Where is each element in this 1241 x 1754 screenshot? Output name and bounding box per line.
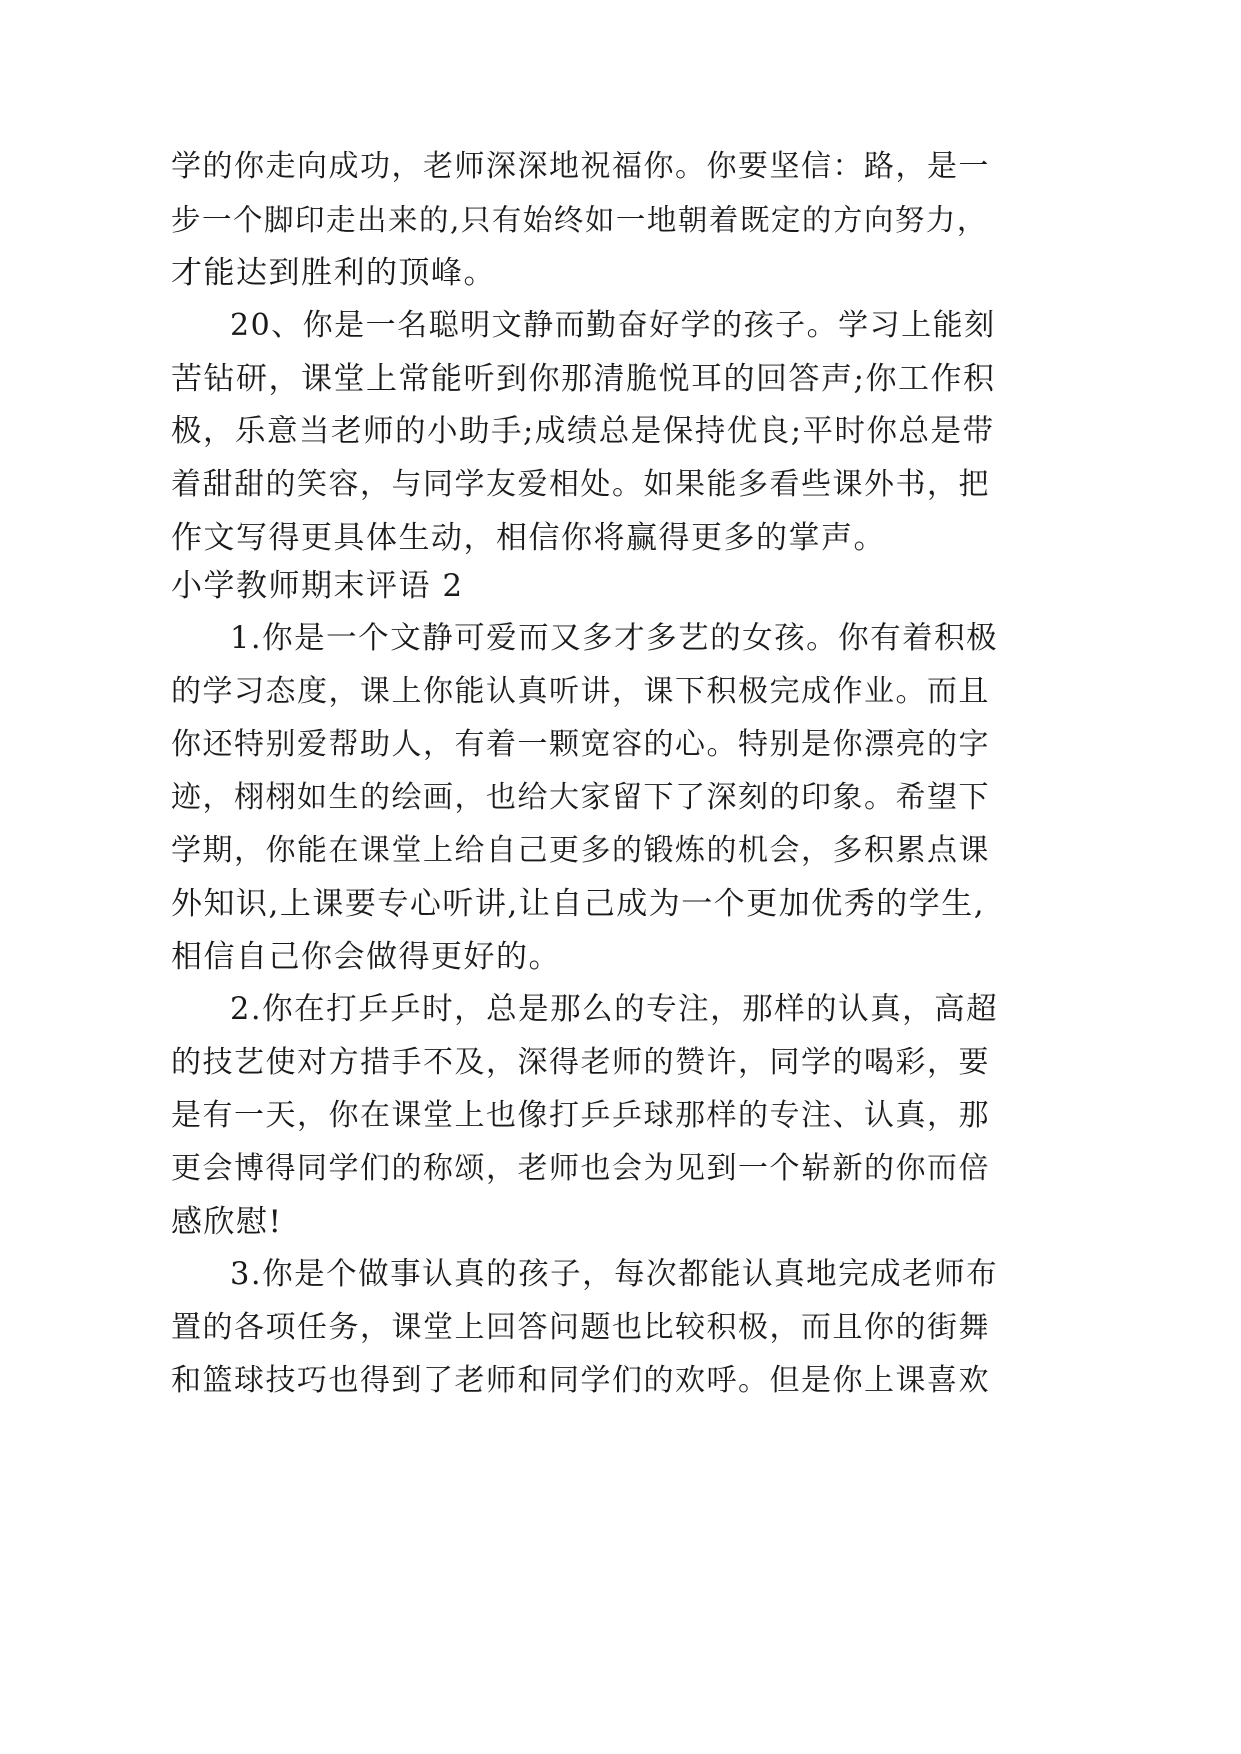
text-line: 着甜甜的笑容，与同学友爱相处。如果能多看些课外书，把: [171, 467, 990, 502]
text-line: 的技艺使对方措手不及，深得老师的赞许，同学的喝彩，要: [171, 1045, 990, 1080]
paragraph-start-line: 3.你是个做事认真的孩子，每次都能认真地完成老师布: [230, 1257, 999, 1292]
paragraph-start-line: 20、你是一名聪明文静而勤奋好学的孩子。学习上能刻: [230, 308, 996, 343]
text-line: 外知识,上课要专心听讲,让自己成为一个更加优秀的学生,: [171, 886, 986, 922]
text-line: 的学习态度，课上你能认真听讲，课下积极完成作业。而且: [171, 674, 990, 709]
text-line: 你还特别爱帮助人，有着一颗宽容的心。特别是你漂亮的字: [171, 727, 990, 762]
section-heading: 小学教师期末评语 2: [171, 568, 464, 604]
paragraph-start-line: 1.你是一个文静可爱而又多才多艺的女孩。你有着积极: [230, 621, 999, 656]
text-line: 和篮球技巧也得到了老师和同学们的欢呼。但是你上课喜欢: [171, 1363, 990, 1398]
text-line: 极，乐意当老师的小助手;成绩总是保持优良;平时你总是带: [171, 414, 995, 449]
text-line: 更会博得同学们的称颂，老师也会为见到一个崭新的你而倍: [171, 1151, 990, 1186]
text-line: 感欣慰!: [171, 1204, 283, 1240]
text-line: 迹，栩栩如生的绘画，也给大家留下了深刻的印象。希望下: [171, 780, 990, 815]
text-line: 才能达到胜利的顶峰。: [171, 255, 496, 291]
text-line: 学期，你能在课堂上给自己更多的锻炼的机会，多积累点课: [171, 833, 990, 868]
paragraph-start-line: 2.你在打乒乒时，总是那么的专注，那样的认真，高超: [230, 992, 999, 1027]
text-line: 作文写得更具体生动，相信你将赢得更多的掌声。: [171, 520, 886, 556]
text-line: 是有一天，你在课堂上也像打乒乒球那样的专注、认真，那: [171, 1098, 990, 1133]
text-line: 相信自己你会做得更好的。: [171, 939, 561, 975]
text-line: 步一个脚印走出来的,只有始终如一地朝着既定的方向努力，: [171, 203, 988, 237]
text-line: 学的你走向成功，老师深深地祝福你。你要坚信：路，是一: [171, 149, 990, 184]
text-line: 置的各项任务，课堂上回答问题也比较积极，而且你的街舞: [171, 1310, 990, 1345]
text-line: 苦钻研，课堂上常能听到你那清脆悦耳的回答声;你工作积: [171, 361, 996, 397]
